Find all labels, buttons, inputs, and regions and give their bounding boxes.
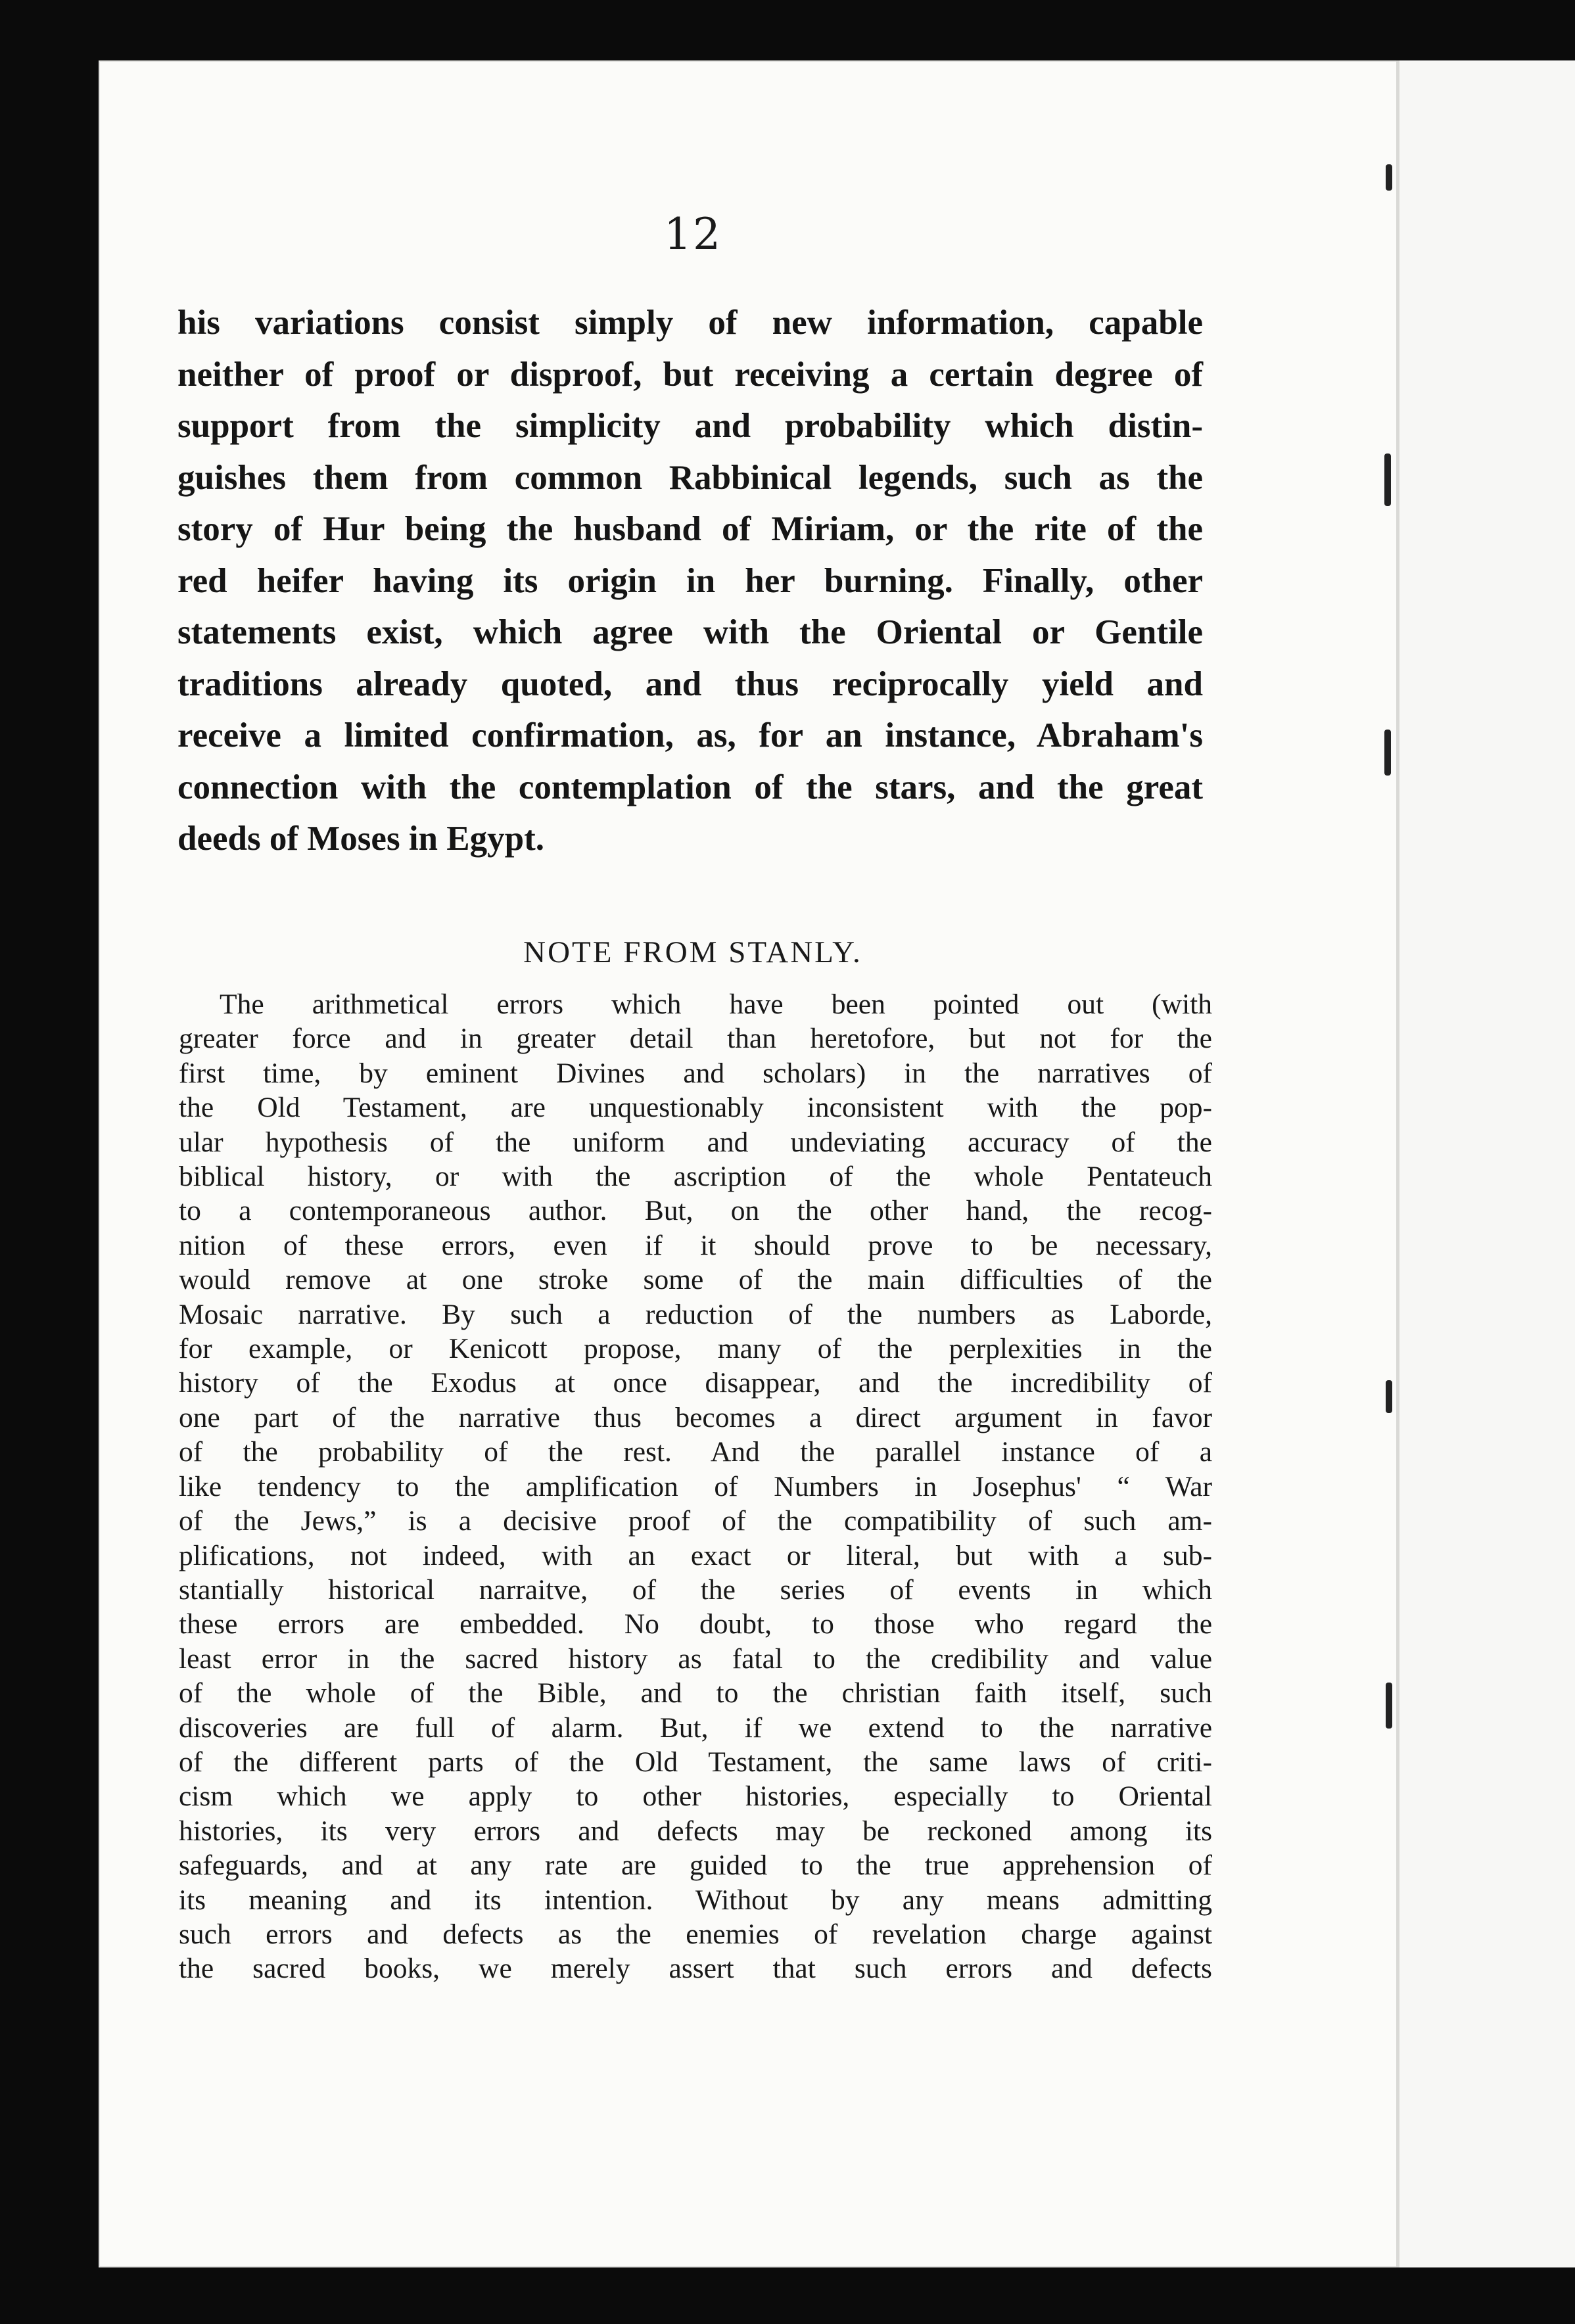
- note-line: cism which we apply to other histories, especially to Oriental: [179, 1780, 1212, 1813]
- body-paragraph: [177, 297, 1203, 865]
- body-line: statements exist, which agree with the Oriental or Gentile: [177, 613, 1203, 651]
- note-line: biblical history, or with the ascription of the whole Pentateuch: [179, 1161, 1212, 1193]
- adjacent-page-edge: [1396, 60, 1575, 2267]
- note-line: of the whole of the Bible, and to the christian faith itself, such: [179, 1677, 1212, 1709]
- scan-border-bottom: [0, 2267, 1575, 2324]
- note-line: one part of the narrative thus becomes a direct argument in favor: [179, 1401, 1212, 1433]
- note-line: least error in the sacred history as fatal to the credibility and value: [179, 1642, 1212, 1675]
- note-line: the Old Testament, are unquestionably inconsistent with the pop-: [179, 1092, 1212, 1124]
- note-line: greater force and in greater detail than heretofore, but not for the: [179, 1023, 1212, 1055]
- body-line: support from the simplicity and probability which distin-: [177, 407, 1203, 445]
- body-line: red heifer having its origin in her burning. Finally, other: [177, 561, 1203, 600]
- note-line: of the Jews,” is a decisive proof of the compatibility of such am-: [179, 1505, 1212, 1537]
- body-line: neither of proof or disproof, but receiving a certain degree of: [177, 355, 1203, 394]
- binding-mark: [1386, 1683, 1392, 1729]
- note-line: plifications, not indeed, with an exact or literal, but with a sub-: [179, 1539, 1212, 1571]
- note-line: first time, by eminent Divines and scholars) in the narratives of: [179, 1057, 1212, 1089]
- note-line: safeguards, and at any rate are guided to the true apprehension of: [179, 1849, 1212, 1882]
- note-line: of the probability of the rest. And the parallel instance of a: [179, 1436, 1212, 1468]
- note-line: history of the Exodus at once disappear, and the incredibility of: [179, 1367, 1212, 1399]
- note-line: histories, its very errors and defects may be reckoned among its: [179, 1815, 1212, 1847]
- note-line: Mosaic narrative. By such a reduction of the numbers as Laborde,: [179, 1298, 1212, 1330]
- note-line: the sacred books, we merely assert that such errors and defects: [179, 1953, 1212, 1985]
- note-line: nition of these errors, even if it should prove to be necessary,: [179, 1229, 1212, 1261]
- note-line: its meaning and its intention. Without by any means admitting: [179, 1884, 1212, 1916]
- body-line: deeds of Moses in Egypt.: [177, 820, 545, 858]
- note-line: would remove at one stroke some of the main difficulties of the: [179, 1264, 1212, 1296]
- note-heading: NOTE FROM STANLY.: [523, 935, 862, 969]
- binding-mark: [1384, 730, 1391, 776]
- note-line: discoveries are full of alarm. But, if we extend to the narrative: [179, 1711, 1212, 1744]
- body-line: guishes them from common Rabbinical legends, such as the: [177, 458, 1203, 497]
- body-line: story of Hur being the husband of Miriam, or the rite of the: [177, 510, 1203, 548]
- note-line: these errors are embedded. No doubt, to those who regard the: [179, 1608, 1212, 1640]
- note-line: to a contemporaneous author. But, on the other hand, the recog-: [179, 1195, 1212, 1227]
- body-line: traditions already quoted, and thus reciprocally yield and: [177, 664, 1203, 703]
- note-line: stantially historical narraitve, of the series of events in which: [179, 1573, 1212, 1606]
- note-line: of the different parts of the Old Testament, the same laws of criti-: [179, 1746, 1212, 1778]
- body-line: his variations consist simply of new information, capable: [177, 304, 1203, 342]
- note-line: The arithmetical errors which have been pointed out (with: [220, 988, 1212, 1020]
- note-line: like tendency to the amplification of Numbers in Josephus' “ War: [179, 1470, 1212, 1502]
- body-line: connection with the contemplation of the stars, and the great: [177, 768, 1203, 806]
- note-line: for example, or Kenicott propose, many of the perplexities in the: [179, 1333, 1212, 1365]
- body-line: receive a limited confirmation, as, for an instance, Abraham's: [177, 716, 1203, 755]
- binding-mark: [1386, 164, 1392, 191]
- note-line: ular hypothesis of the uniform and undeviating accuracy of the: [179, 1126, 1212, 1158]
- binding-mark: [1384, 453, 1391, 506]
- note-paragraph: [179, 987, 1212, 1986]
- note-line: such errors and defects as the enemies of revelation charge against: [179, 1918, 1212, 1950]
- binding-mark: [1386, 1380, 1392, 1413]
- binding-gutter: [1380, 66, 1400, 2261]
- page-number: 12: [664, 209, 722, 260]
